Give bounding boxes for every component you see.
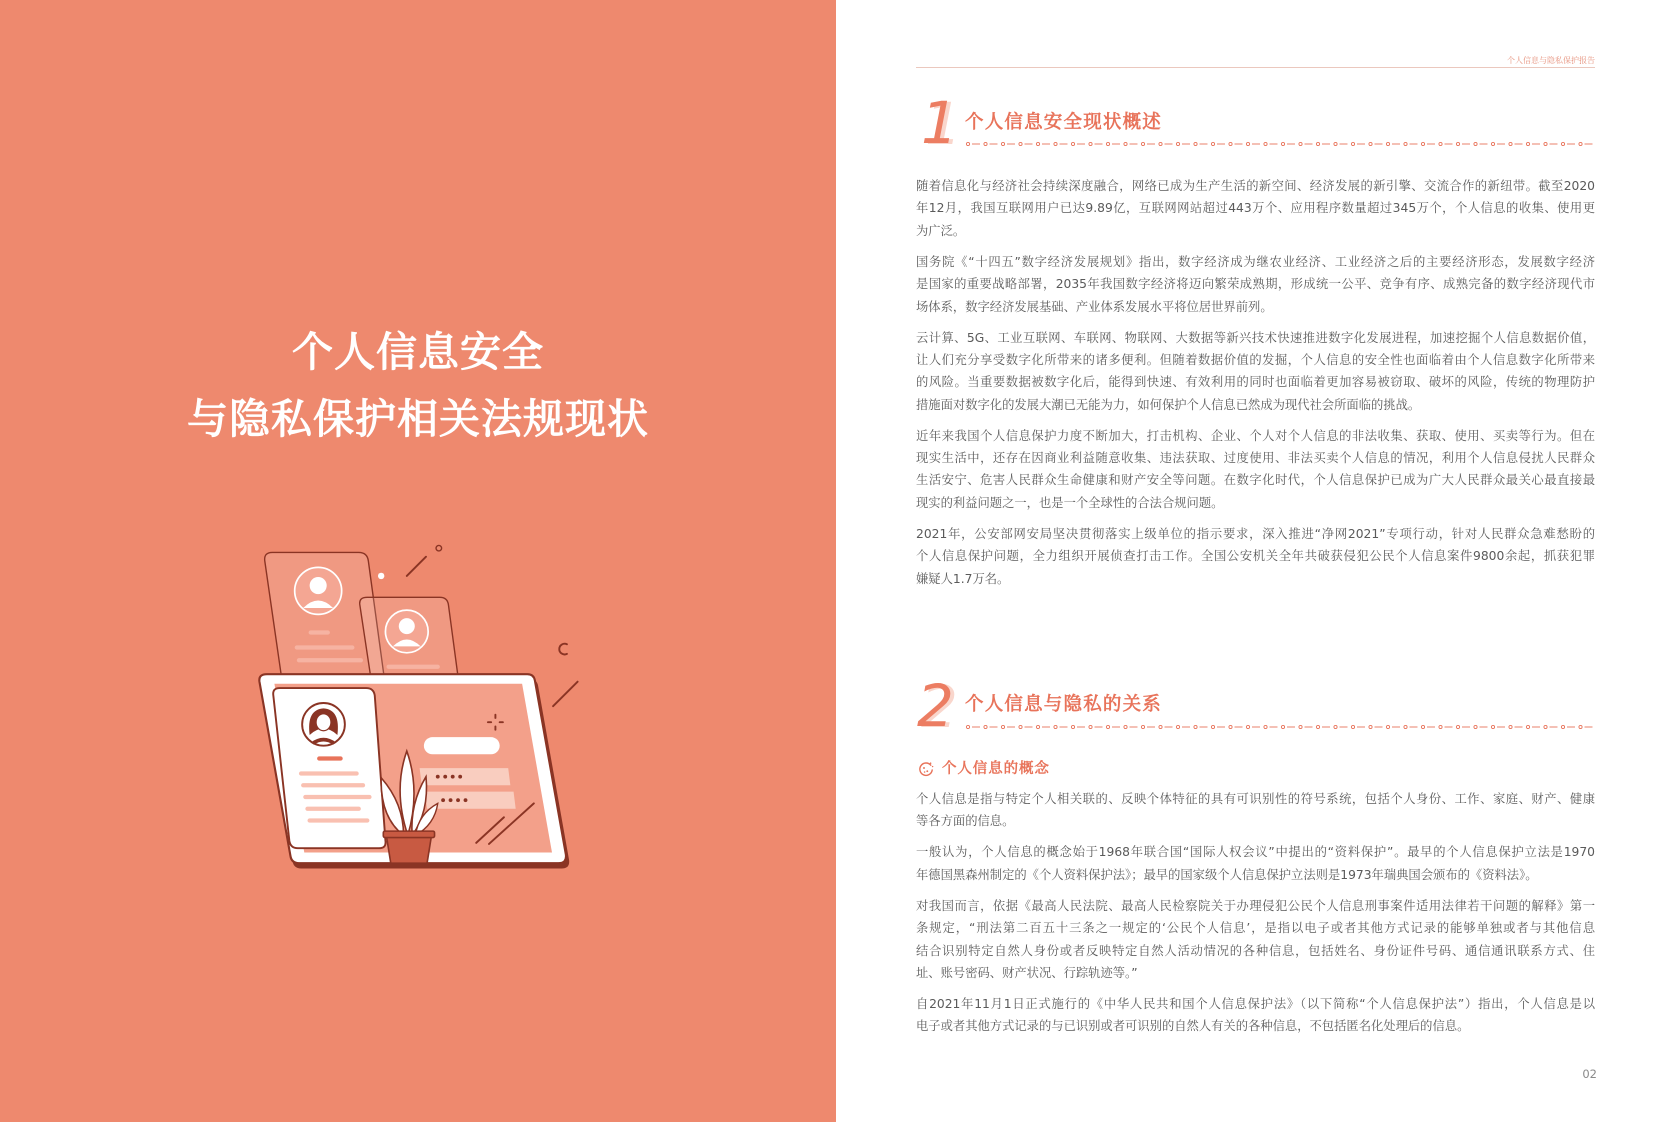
password-field-shape — [425, 792, 516, 809]
paragraph-line: 近年来我国个人信息保护力度不断加大，打击机构、企业、个人对个人信息的非法收集、获取、使用、买卖等行为。但在 — [916, 428, 1595, 443]
paragraph — [916, 175, 1595, 242]
paragraph-line: 条规定，“刑法第二百五十三条之一规定的‘公民个人信息’，是指以电子或者其他方式记录的能够单独或者与其他信息 — [916, 921, 1595, 936]
section-title: 个人信息与隐私的关系 — [965, 694, 1163, 715]
paragraph — [916, 993, 1595, 1038]
page-number: 02 — [1582, 1067, 1597, 1081]
paragraph-line: 个人信息保护问题，全力组织开展侦查打击工作。全国公安机关全年共破获侵犯公民个人信息案件9800余起，抓获犯罪 — [916, 549, 1595, 564]
section-divider — [965, 724, 1595, 730]
paragraph — [916, 895, 1595, 985]
paragraph-line: 年12月，我国互联网用户已达9.89亿，互联网网站超过443万个、应用程序数量超过345万个，个人信息的收集、使用更 — [916, 201, 1595, 216]
paragraph-line: 的风险。当重要数据被数字化后，能得到快速、有效利用的同时也面临着更加容易被窃取、破坏的风险，传统的物理防护 — [916, 375, 1595, 390]
section-number: 2 — [917, 672, 954, 740]
paragraph — [916, 788, 1595, 833]
paragraph — [916, 523, 1595, 590]
paragraph — [916, 251, 1595, 318]
subheading: 个人信息的概念 — [942, 761, 1050, 777]
paragraph-line: 自2021年11月1日正式施行的《中华人民共和国个人信息保护法》（以下简称“个人信息保护法”）指出，个人信息是以 — [916, 996, 1595, 1011]
login-button-shape — [424, 737, 500, 754]
paragraph-line: 现实生活中，还存在因商业利益随意收集、违法获取、过度使用、非法买卖个人信息的情况，利用个人信息侵扰人民群众 — [916, 451, 1595, 466]
paragraph-line: 场体系，数字经济发展基础、产业体系发展水平将位居世界前列。 — [916, 299, 1273, 314]
paragraph-line: 个人信息是指与特定个人相关联的、反映个体特征的具有可识别性的符号系统，包括个人身份、工作、家庭、财产、健康 — [916, 792, 1595, 806]
cover-title-line-2: 与隐私保护相关法规现状 — [187, 395, 649, 443]
paragraph-line: 措施面对数字化的发展大潮已无能为力，如何保护个人信息已然成为现代社会所面临的挑战。 — [916, 397, 1421, 412]
paragraph-line: 是国家的重要战略部署，2035年我国数字经济将迈向繁荣成熟期，形成统一公平、竞争有序、成熟完备的数字经济现代市 — [916, 277, 1595, 292]
paragraph-line: 现实的利益问题之一，也是一个全球性的合法合规问题。 — [916, 495, 1224, 510]
paragraph-line: 址、账号密码、财产状况、行踪轨迹等。” — [916, 965, 1138, 980]
decorative-dot — [378, 573, 384, 579]
section-divider — [965, 141, 1595, 147]
paragraph-line: 一般认为，个人信息的概念始于1968年联合国“国际人权会议”中提出的“资料保护”。最早的个人信息保护立法是1970 — [916, 845, 1595, 860]
paragraph-line: 嫌疑人1.7万名。 — [916, 571, 1010, 586]
header-rule — [916, 67, 1595, 68]
section-body — [916, 788, 1595, 1046]
paragraph-line: 年德国黑森州制定的《个人资料保护法》；最早的国家级个人信息保护立法则是1973年瑞典国会颁布的《资料法》。 — [916, 867, 1538, 882]
paragraph-line: 为广泛。 — [916, 223, 966, 238]
avatar-icon — [302, 703, 345, 746]
report-title-header: 个人信息与隐私保护报告 — [1507, 56, 1595, 65]
paragraph-line: 电子或者其他方式记录的与已识别或者可识别的自然人有关的各种信息，不包括匿名化处理后的信息。 — [916, 1019, 1470, 1034]
paragraph — [916, 327, 1595, 417]
paragraph-line: 让人们充分享受数字化所带来的诸多便利。但随着数据价值的发掘，个人信息的安全性也面临着由个人信息数字化所带来 — [916, 352, 1595, 367]
paragraph-line: 2021年，公安部网安局坚决贯彻落实上级单位的指示要求，深入推进“净网2021”专项行动，针对人民群众急难愁盼的 — [916, 526, 1595, 541]
paragraph-line: 结合识别特定自然人身份或者反映特定自然人活动情况的各种信息，包括姓名、身份证件号码、通信通讯联系方式、住 — [916, 943, 1595, 958]
cookie-icon — [918, 761, 934, 777]
paragraph-line: 对我国而言，依据《最高人民法院、最高人民检察院关于办理侵犯公民个人信息刑事案件适用法律若干问题的解释》第一 — [916, 898, 1595, 913]
paragraph — [916, 841, 1595, 886]
paragraph-line: 国务院《“十四五”数字经济发展规划》指出，数字经济成为继农业经济、工业经济之后的主要经济形态，发展数字经济 — [916, 254, 1595, 269]
paragraph-line: 云计算、5G、工业互联网、车联网、物联网、大数据等新兴技术快速推进数字化发展进程，加速挖掘个人信息数据价值， — [916, 330, 1595, 345]
paragraph-line: 等各方面的信息。 — [916, 814, 1015, 829]
cover-title-line-1: 个人信息安全 — [292, 328, 544, 376]
paragraph-line: 生活安宁、危害人民群众生命健康和财产安全等问题。在数字化时代，个人信息保护已成为广大人民群众最关心最直接最 — [916, 473, 1595, 488]
password-field-shape — [420, 768, 511, 785]
profile-card — [273, 688, 385, 848]
paragraph — [916, 425, 1595, 515]
section-body — [916, 175, 1595, 599]
paragraph-line: 随着信息化与经济社会持续深度融合，网络已成为生产生活的新空间、经济发展的新引擎、交流合作的新纽带。截至2020 — [916, 179, 1595, 193]
section-number: 1 — [921, 89, 958, 157]
section-title: 个人信息安全现状概述 — [965, 112, 1163, 133]
